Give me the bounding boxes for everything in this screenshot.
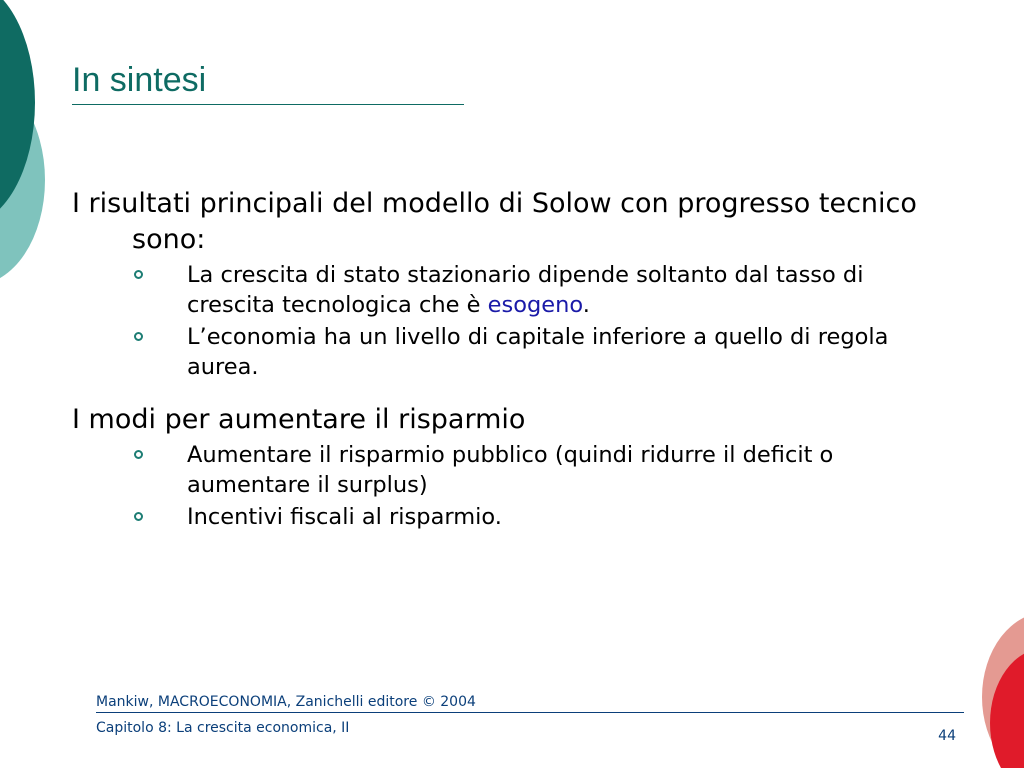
bullet-list-raise-saving	[72, 440, 952, 532]
bullet-list-solow-results	[72, 260, 952, 382]
slide-title: In sintesi	[72, 61, 207, 99]
slide-content	[72, 186, 952, 534]
bullet-text: La crescita di stato stazionario dipende soltanto dal tasso di crescita tecnologica che è	[187, 262, 864, 318]
footer-divider	[96, 712, 964, 713]
bullet-text-suffix: .	[582, 292, 590, 318]
footer-credit: Mankiw, MACROECONOMIA, Zanichelli editore © 2004	[96, 694, 476, 710]
footer-chapter: Capitolo 8: La crescita economica, II	[96, 720, 350, 736]
hollow-circle-bullet-icon	[134, 450, 143, 459]
bullet-item-public-saving	[72, 440, 952, 500]
bullet-item-steady-state-growth	[72, 260, 952, 320]
title-underline	[72, 104, 464, 105]
page-number: 44	[938, 728, 956, 744]
hollow-circle-bullet-icon	[134, 512, 143, 521]
bullet-text: Incentivi fiscali al risparmio.	[187, 504, 502, 530]
bullet-item-tax-incentives	[72, 502, 952, 532]
bullet-item-golden-rule-capital	[72, 322, 952, 382]
bullet-text: Aumentare il risparmio pubblico (quindi ridurre il deficit o aumentare il surplus)	[187, 442, 834, 498]
hollow-circle-bullet-icon	[134, 270, 143, 279]
section-heading-solow-results: I risultati principali del modello di Solow con progresso tecnico sono:	[72, 188, 917, 255]
highlight-term-esogeno: esogeno	[487, 292, 583, 318]
bullet-text: L’economia ha un livello di capitale inferiore a quello di regola aurea.	[187, 324, 889, 380]
section-heading-raise-saving: I modi per aumentare il risparmio	[72, 404, 526, 435]
hollow-circle-bullet-icon	[134, 332, 143, 341]
